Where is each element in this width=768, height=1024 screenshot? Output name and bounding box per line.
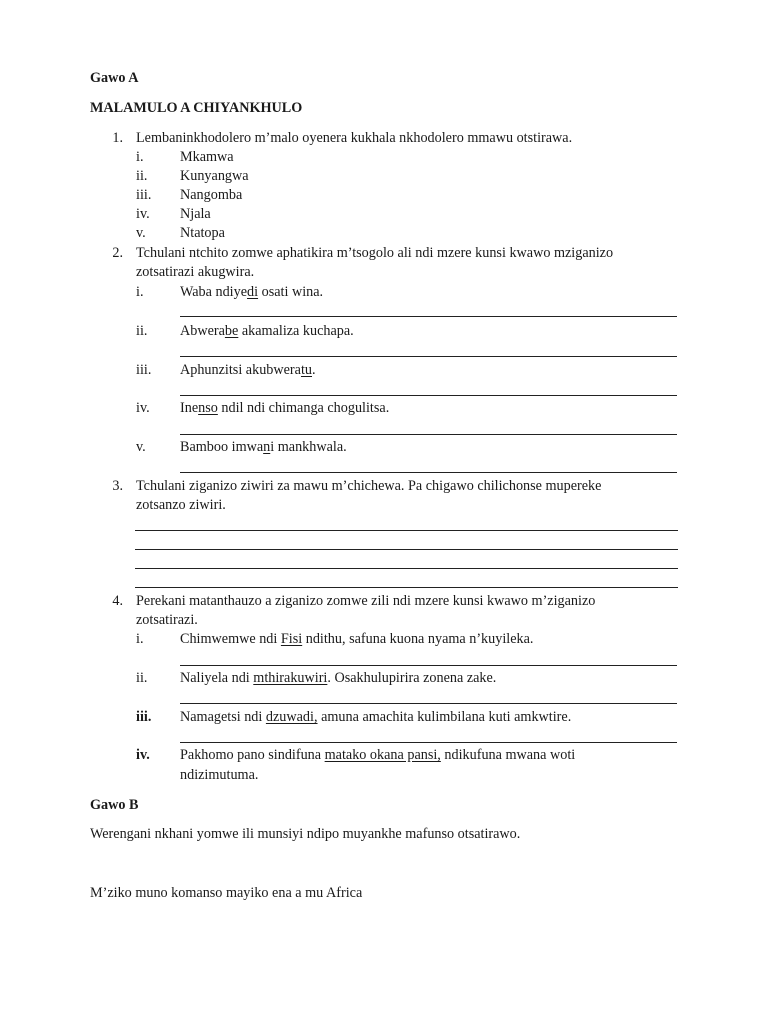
underlined-phrase: matako okana pansi, xyxy=(324,747,441,763)
underlined-phrase: Fisi xyxy=(280,631,303,647)
q1-item-roman: i. xyxy=(136,149,144,165)
q1-text: Lembaninkhodolero m’malo oyenera kukhala nkhodolero mmawu otstirawa. xyxy=(136,130,573,146)
underlined-phrase: dzuwadi, xyxy=(265,709,318,725)
q4-text-line1: Perekani matanthauzo a ziganizo zomwe zili ndi mzere kunsi kwawo m’ziganizo xyxy=(136,593,596,609)
answer-line[interactable] xyxy=(180,742,677,743)
underlined-morpheme: di xyxy=(247,284,259,300)
answer-line[interactable] xyxy=(180,472,677,473)
q2-item-sentence: Aphunzitsi akubweratu. xyxy=(180,362,316,378)
q1-number: 1. xyxy=(112,130,123,146)
q2-number: 2. xyxy=(112,245,123,261)
q4-text-line2: zotsatirazi. xyxy=(136,612,198,628)
q4-item-roman: iv. xyxy=(136,747,150,763)
section-a-heading: Gawo A xyxy=(90,70,139,86)
answer-line[interactable] xyxy=(135,568,678,569)
q1-item-text: Njala xyxy=(180,206,211,222)
q1-item-roman: iii. xyxy=(136,187,152,203)
answer-line[interactable] xyxy=(180,316,677,317)
underlined-morpheme: tu xyxy=(300,362,313,378)
q2-text-line2: zotsatirazi akugwira. xyxy=(136,264,255,280)
q2-item-roman: i. xyxy=(136,284,144,300)
q1-item-text: Nangomba xyxy=(180,187,243,203)
q2-item-sentence: Abwerabe akamaliza kuchapa. xyxy=(180,323,354,339)
q2-item-roman: v. xyxy=(136,439,146,455)
q4-item-roman: i. xyxy=(136,631,144,647)
answer-line[interactable] xyxy=(180,395,677,396)
q4-item-roman: iii. xyxy=(136,709,152,725)
q4-item-roman: ii. xyxy=(136,670,148,686)
answer-line[interactable] xyxy=(180,703,677,704)
q2-text-line1: Tchulani ntchito zomwe aphatikira m’tsogolo ali ndi mzere kunsi kwawo mziganizo xyxy=(136,245,614,261)
q1-item-text: Ntatopa xyxy=(180,225,225,241)
story-title: M’ziko muno komanso mayiko ena a mu Africa xyxy=(90,885,363,901)
q2-item-sentence: Waba ndiyedi osati wina. xyxy=(180,284,324,300)
underlined-morpheme: be xyxy=(224,323,239,339)
section-b-instruction: Werengani nkhani yomwe ili munsiyi ndipo muyankhe mafunso otsatirawo. xyxy=(90,826,521,842)
q4-item-sentence: Chimwemwe ndi Fisi ndithu, safuna kuona nyama n’kuyileka. xyxy=(180,631,534,647)
q4-item-sentence: Naliyela ndi mthirakuwiri. Osakhulupirira zonena zake. xyxy=(180,670,497,686)
q4-number: 4. xyxy=(112,593,123,609)
underlined-morpheme: nso xyxy=(198,400,218,416)
q3-text-line2: zotsanzo ziwiri. xyxy=(136,497,226,513)
underlined-morpheme: n xyxy=(263,439,271,455)
q1-item-text: Kunyangwa xyxy=(180,168,249,184)
q1-item-roman: v. xyxy=(136,225,146,241)
answer-line[interactable] xyxy=(180,665,677,666)
section-b-heading: Gawo B xyxy=(90,797,139,813)
q2-item-roman: ii. xyxy=(136,323,148,339)
q4-item-sentence-line2: ndizimutuma. xyxy=(180,767,259,783)
q2-item-sentence: Bamboo imwani mankhwala. xyxy=(180,439,347,455)
q4-item-sentence: Namagetsi ndi dzuwadi, amuna amachita kulimbilana kuti amkwtire. xyxy=(180,709,572,725)
q1-item-roman: ii. xyxy=(136,168,148,184)
q2-item-sentence: Inenso ndil ndi chimanga chogulitsa. xyxy=(180,400,390,416)
answer-line[interactable] xyxy=(135,530,678,531)
underlined-phrase: mthirakuwiri xyxy=(253,670,328,686)
q4-item-sentence: Pakhomo pano sindifuna matako okana pansi, ndikufuna mwana woti xyxy=(180,747,576,763)
answer-line[interactable] xyxy=(180,356,677,357)
answer-line[interactable] xyxy=(180,434,677,435)
q3-number: 3. xyxy=(112,478,123,494)
q2-item-roman: iv. xyxy=(136,400,150,416)
answer-line[interactable] xyxy=(135,549,678,550)
q2-item-roman: iii. xyxy=(136,362,152,378)
section-a-title: MALAMULO A CHIYANKHULO xyxy=(90,100,303,116)
q3-text-line1: Tchulani ziganizo ziwiri za mawu m’chichewa. Pa chigawo chilichonse mupereke xyxy=(136,478,602,494)
q1-item-text: Mkamwa xyxy=(180,149,234,165)
q1-item-roman: iv. xyxy=(136,206,150,222)
answer-line[interactable] xyxy=(135,587,678,588)
